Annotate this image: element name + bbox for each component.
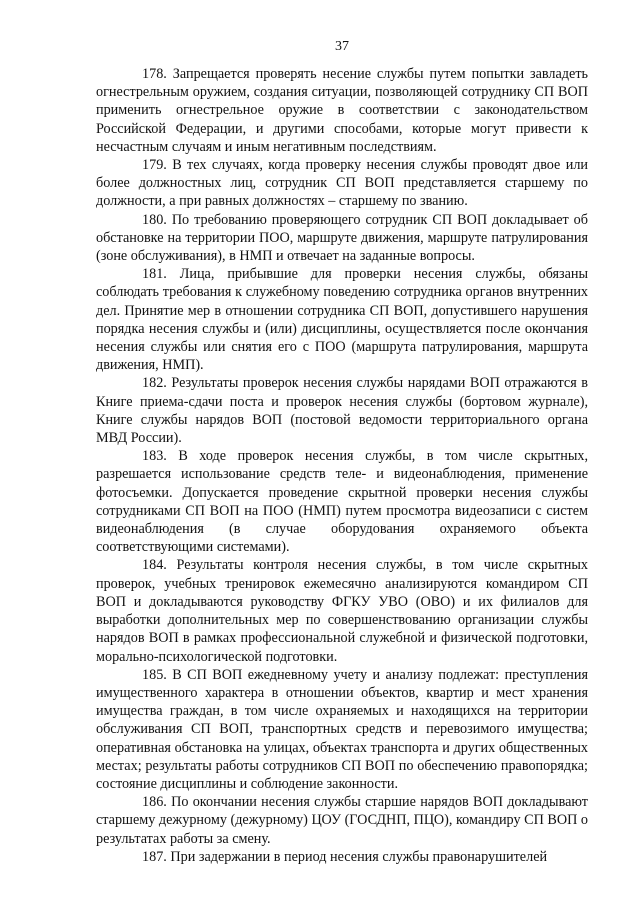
paragraph-184: 184. Результаты контроля несения службы, в том числе скрытных проверок, учебных тренировок ежемесячно анализируются командиром СП ВОП и докладываются руководству ФГКУ УВО (ОВО) и их филиалов для выработки дополнительных мер по совершенствованию организации службы нарядов ВОП в рамках профессиональной служебной и физической подготовки, морально-психологической подготовки. (96, 557, 588, 665)
paragraph-186: 186. По окончании несения службы старшие нарядов ВОП докладывают старшему дежурному (дежурному) ЦОУ (ГОСДНП, ПЦО), командиру СП ВОП о результатах работы за смену. (96, 794, 588, 847)
paragraph-187: 187. При задержании в период несения службы правонарушителей (142, 848, 548, 865)
paragraph-183: 183. В ходе проверок несения службы, в том числе скрытных, разрешается использование средств теле- и видеонаблюдения, применение фотосъемки. Допускается проведение скрытной проверки несения службы сотрудниками СП ВОП на ПОО (НМП) путем просмотра видеозаписи с систем видеонаблюдения (в случае оборудования охраняемого объекта соответствующими системами). (96, 448, 588, 556)
paragraph-180: 180. По требованию проверяющего сотрудник СП ВОП докладывает об обстановке на территории ПОО, маршруте движения, маршруте патрулирования (зоне обслуживания), в НМП и отвечает на заданные вопросы. (96, 211, 588, 265)
paragraph-179: 179. В тех случаях, когда проверку несения службы проводят двое или более должностных лиц, сотрудник СП ВОП представляется старшему по должности, а при равных должностях – старшему по званию. (96, 157, 588, 210)
paragraph-178: 178. Запрещается проверять несение службы путем попытки завладеть огнестрельным оружием, создания ситуации, позволяющей сотруднику СП ВОП применить огнестрельное оружие в соответствии с законодательством Российской Федерации, и другими способами, которые могут привести к несчастным случаям и иным негативным последствиям. (96, 66, 588, 155)
page-number: 37 (335, 39, 349, 54)
paragraph-185: 185. В СП ВОП ежедневному учету и анализу подлежат: преступления имущественного характера в отношении объектов, квартир и мест хранения имущества граждан, в том числе охраняемых и находящихся на территории обслуживания СП ВОП, транспортных средств и перевозимого имущества; оперативная обстановка на улицах, объектах транспорта и других общественных местах; результаты работы сотрудников СП ВОП по обеспечению правопорядка; состояние дисциплины и соблюдение законности. (96, 666, 588, 792)
paragraph-181: 181. Лица, прибывшие для проверки несения службы, обязаны соблюдать требования к служебному поведению сотрудника органов внутренних дел. Принятие мер в отношении сотрудника СП ВОП, допустившего нарушения порядка несения службы и (или) дисциплины, осуществляется после окончания несения службы или снятия его с ПОО (маршрута патрулирования, маршрута движения, НМП). (96, 266, 588, 374)
paragraph-182: 182. Результаты проверок несения службы нарядами ВОП отражаются в Книге приема-сдачи поста и проверок несения службы (бортовом журнале), Книге службы нарядов ВОП (постовой ведомости территориального органа МВД России). (96, 375, 588, 447)
